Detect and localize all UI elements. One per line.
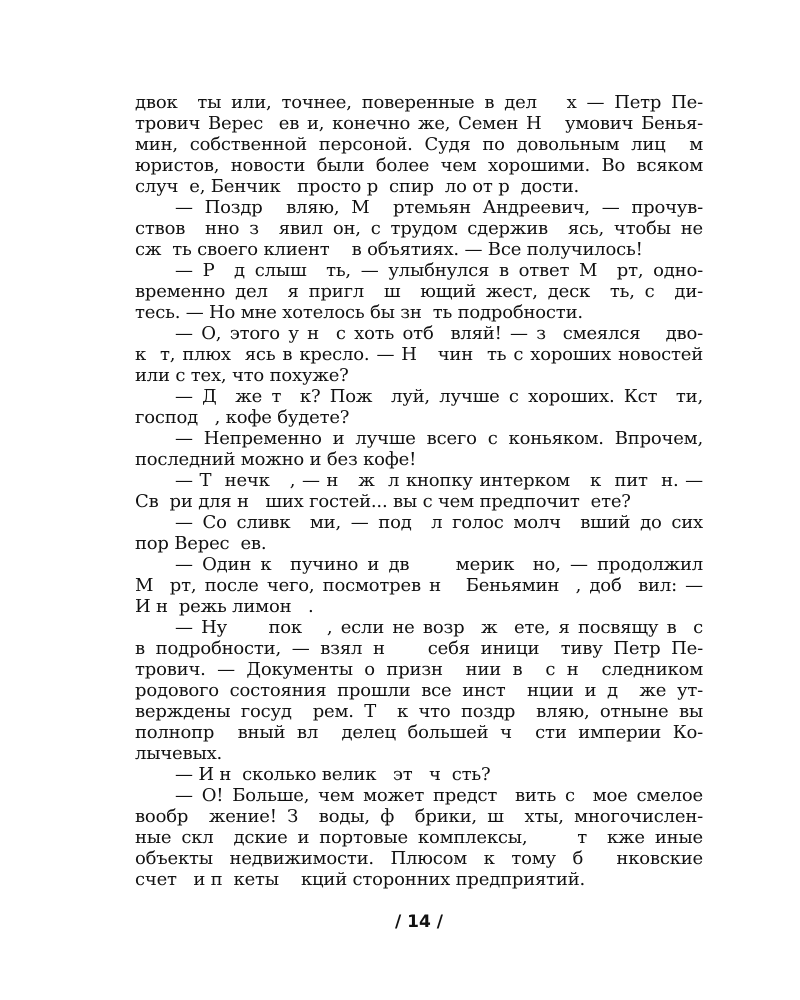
text-line: трович. — Документы о призн нии в с н следником [135,659,703,680]
text-line: сж ть своего клиент в объятиях. — Все получилось! [135,239,643,260]
text-line: мин, собственной персоной. Судя по довольным лиц м [135,134,703,155]
text-line: — Д же т к? Пож луй, лучше с хороших. Кст ти, [175,386,703,407]
page-number: / 14 / [395,912,443,932]
body-text [135,92,703,890]
text-line: в подробности, — взял н себя иници тиву Петр Пе- [135,638,703,659]
text-line: Св ри для н ших гостей... вы с чем предпочит ете? [135,491,631,512]
book-page [135,92,703,972]
text-line: господ , кофе будете? [135,407,350,428]
text-line: — Ну пок , если не возр ж ете, я посвящу в с [175,617,703,638]
text-line: родового состояния прошли все инст нции и д же ут- [135,680,703,701]
text-line: — И н сколько велик эт ч сть? [175,764,491,785]
text-line: — Т нечк , — н ж л кнопку интерком к пит н. — [175,470,703,491]
text-line: М рт, после чего, посмотрев н Беньямин , доб вил: — [135,575,703,596]
text-line: И н режь лимон . [135,596,314,617]
text-line: — Со сливк ми, — под л голос молч вший до сих [175,512,703,533]
text-line: верждены госуд рем. Т к что поздр вляю, отныне вы [135,701,703,722]
text-line: — Непременно и лучше всего с коньяком. Впрочем, [175,428,703,449]
text-line: двок ты или, точнее, поверенные в дел х — Петр Пе- [135,92,703,113]
text-line: ствов нно з явил он, с трудом сдержив ясь, чтобы не [135,218,703,239]
text-line: объекты недвижимости. Плюсом к тому б нковские [135,848,703,869]
text-line: юристов, новости были более чем хорошими. Во всяком [135,155,703,176]
text-line: — Один к пучино и дв мерик но, — продолжил [175,554,703,575]
text-line: — О! Больше, чем может предст вить с мое смелое [175,785,703,806]
text-line: ные скл дские и портовые комплексы, т кже иные [135,827,703,848]
text-line: трович Верес ев и, конечно же, Семен Н умович Бенья- [135,113,703,134]
text-line: счет и п кеты кций сторонних предприятий. [135,869,586,890]
text-line: пор Верес ев. [135,533,267,554]
text-line: или с тех, что похуже? [135,365,349,386]
text-line: тесь. — Но мне хотелось бы зн ть подробности. [135,302,583,323]
text-line: полнопр вный вл делец большей ч сти империи Ко- [135,722,703,743]
text-line: случ е, Бенчик просто р спир ло от р дости. [135,176,580,197]
text-line: к т, плюх ясь в кресло. — Н чин ть с хороших новостей [135,344,703,365]
text-line: временно дел я пригл ш ющий жест, деск ть, с ди- [135,281,703,302]
text-line: вообр жение! З воды, ф брики, ш хты, многочислен- [135,806,703,827]
text-line: — Р д слыш ть, — улыбнулся в ответ М рт, одно- [175,260,703,281]
text-line: — О, этого у н с хоть отб вляй! — з смеялся дво- [175,323,703,344]
text-line: лычевых. [135,743,223,764]
text-line: — Поздр вляю, М ртемьян Андреевич, — прочув- [175,197,703,218]
text-line: последний можно и без кофе! [135,449,417,470]
